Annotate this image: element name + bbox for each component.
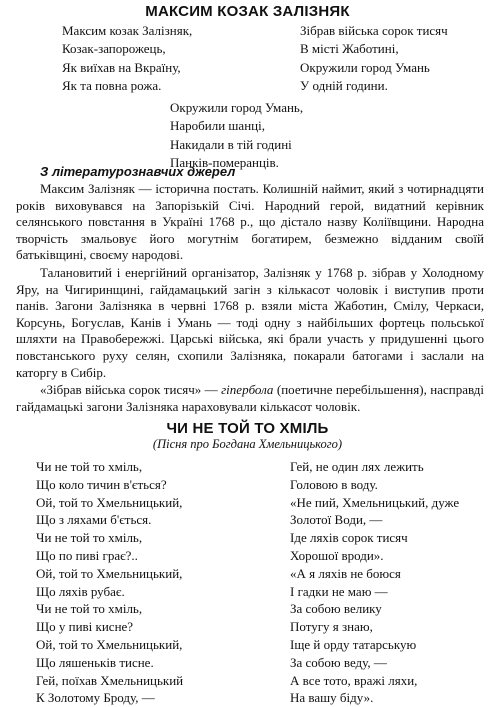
literary-paragraph-2: Талановитий і енергійний організатор, Залізняк у 1768 р. зібрав у Холодному Яру, на Чигиринщині, гайдамацький загін з кількасот чоловік і виступив проти панів. Загони Залізняка в червні 1768 р. взяли міста Жаботин, Смілу, Черкаси, Корсунь, Богуслав, Канів і Умань — тоді одну з найбільших фортець польської шляхти на Правобережжі. Царські війська, які брали участь у придушенні цього повстанського руху селян, схопили Залізняка, покарали батогами і заслали на каторгу в Сибір. [16,264,484,380]
literary-paragraph-1: Максим Залізняк — історична постать. Колишній наймит, який з чотирнадцяти років виховувався на Запорізькій Січі. Народний герой, видатний керівник селянського повстання в Україні 1768 р., що дістало назву Коліївщини. Народна творчість змальовує його могутнім богатирем, безмежно відданим своїй батьківщині, своєму народові. [16,181,484,263]
verse-line: «А я ляхів не боюся [290,565,401,581]
verse-line: Максим козак Залізняк, [62,23,193,38]
verse-line: Козак-запорожець, [62,41,166,57]
verse-line: І гадки не маю — [290,583,388,599]
verse-line: Ой, той то Хмельницький, [36,636,183,652]
poem1-stanza-left [62,22,192,96]
verse-line: Що коло тичин в'ється? [36,476,167,492]
verse-line: Ой, той то Хмельницький, [36,494,183,510]
verse-line: Потугу я знаю, [290,619,373,635]
literary-paragraph-3 [16,382,484,415]
poem1-stanza-right [300,22,448,96]
poem1-stanza-center [170,99,303,173]
verse-line: Зібрав війська сорок тисяч [300,23,448,38]
verse-line: К Золотому Броду, — [36,690,155,706]
verse-line: Як та повна рожа. [62,78,162,94]
verse-line: Гей, поїхав Хмельницький [36,672,184,688]
verse-line: Окружили город Умань [300,59,430,75]
verse-line: За собою веду, — [290,654,387,670]
verse-line: Що з ляхами б'ється. [36,512,152,528]
verse-line: За собою велику [290,601,382,617]
verse-line: Панків-померанців. [170,155,279,171]
verse-line: Чи не той то хміль, [36,601,143,617]
literary-prose [16,181,484,415]
verse-line: Іще й орду татарськую [290,636,417,652]
verse-line: Наробили шанці, [170,118,265,134]
poem1-title: МАКСИМ КОЗАК ЗАЛІЗНЯК [145,3,350,20]
verse-line: Як виїхав на Вкраїну, [62,59,181,75]
verse-line: У одній години. [300,78,388,94]
verse-line: Що ляхів рубає. [36,583,125,599]
verse-line: Що ляшеньків тисне. [36,654,154,670]
verse-line: На вашу біду». [290,690,374,706]
literary-term: гіпербола [221,382,274,398]
verse-line: Чи не той то хміль, [36,459,143,474]
poem2-subtitle: (Пісня про Богдана Хмельницького) [152,437,343,451]
verse-line: Накидали в тій годині [170,136,292,152]
literary-rest: (поетичне перебільшення), насправді гайдамацькі загони Залізняка нараховували кількасот чоловік. [16,382,485,414]
verse-line: Ой, той то Хмельницький, [36,565,183,581]
verse-line: В місті Жаботині, [300,41,399,57]
verse-line: Що у пиві кисне? [36,619,134,635]
poem2-column-right [290,458,459,707]
verse-line: Іде ляхів сорок тисяч [290,530,408,546]
verse-line: Чи не той то хміль, [36,530,143,546]
verse-line: Головою в воду. [290,476,378,492]
poem2-title: ЧИ НЕ ТОЙ ТО ХМІЛЬ [166,420,329,437]
verse-line: «Не пий, Хмельницький, дуже [290,494,460,510]
poem2-column-left [36,458,183,707]
verse-line: Що по пиві грає?.. [36,547,138,563]
verse-line: Окружили город Умань, [170,100,304,115]
verse-line: Хорошої вроди». [290,547,384,563]
verse-line: А все тото, вражі ляхи, [290,672,418,688]
verse-line: Золотої Води, — [290,512,383,528]
section-heading-literary: З літературознавчих джерел [40,164,236,179]
verse-line: Гей, не один лях лежить [290,459,424,474]
literary-quote: «Зібрав війська сорок тисяч» — [40,382,218,398]
